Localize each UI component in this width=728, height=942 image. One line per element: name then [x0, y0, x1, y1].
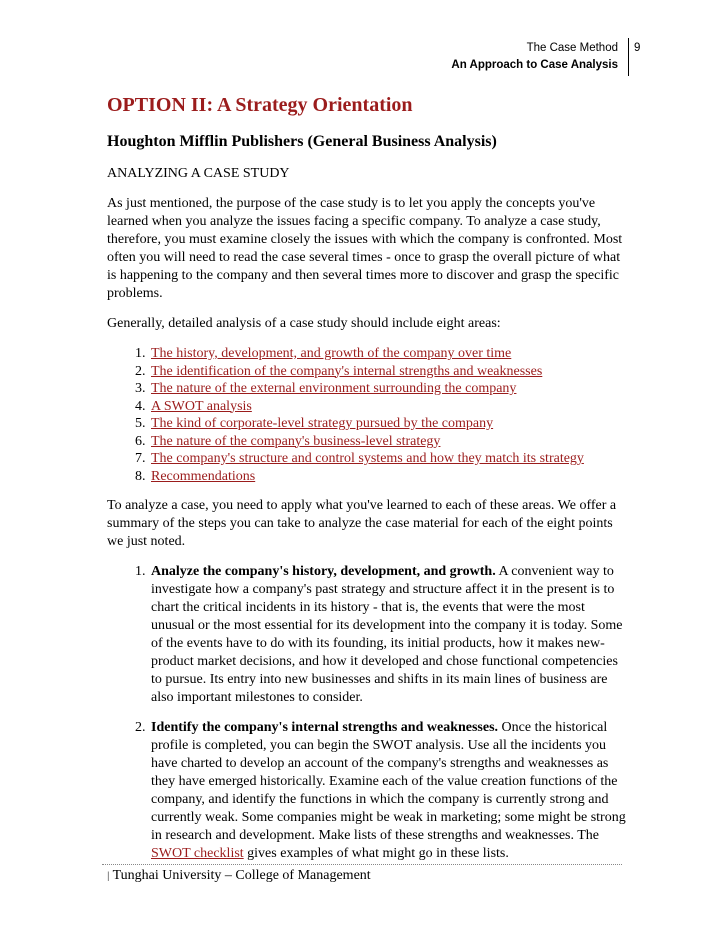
list-item [149, 345, 627, 363]
header-title: The Case Method [526, 42, 618, 54]
area-link-structure-control[interactable]: The company's structure and control systems and how they match its strategy [151, 451, 584, 466]
areas-lead-paragraph: Generally, detailed analysis of a case study should include eight areas: [107, 316, 501, 331]
page-subtitle: Houghton Mifflin Publishers (General Business Analysis) [107, 133, 497, 150]
step-heading: Identify the company's internal strengths and weaknesses. [151, 720, 499, 735]
footer-divider [102, 864, 622, 866]
header-subtitle: An Approach to Case Analysis [451, 59, 618, 71]
step-text-after: gives examples of what might go in these lists. [247, 846, 509, 861]
document-body [107, 92, 627, 875]
header-divider [628, 38, 629, 76]
list-item [149, 363, 627, 381]
step-heading: Analyze the company's history, development, and growth. [151, 564, 496, 579]
area-link-swot[interactable]: A SWOT analysis [151, 398, 252, 414]
steps-list [107, 563, 627, 863]
intro-paragraph: As just mentioned, the purpose of the case study is to let you apply the concepts you've learned when you analyze the issues facing a specific company. To analyze a case study, therefore, you must examine closely the issues with which the company is confronted. Most often you will need to read the case several times - once to grasp the overall picture of what is happening to the company and then several times more to discover and grasp the specific problems. [107, 196, 623, 301]
areas-list [107, 345, 627, 485]
list-item [149, 433, 627, 451]
area-link-business-strategy[interactable]: The nature of the company's business-level strategy [151, 433, 441, 449]
list-item [149, 415, 627, 433]
step-item [149, 719, 627, 863]
step-text: A convenient way to investigate how a company's past strategy and structure affect it in the present is to chart the critical incidents in its history - that is, the events that were the most unusual or the most essential for its development into the company it is today. Some of the events have to do with its founding, its initial products, how it makes new-product market decisions, and how it developed and chose functional competencies to pursue. Its entry into new businesses and shifts in its main lines of business are also important milestones to consider. [151, 564, 623, 705]
step-text: Once the historical profile is completed, you can begin the SWOT analysis. Use all the incidents you have charted to develop an account of the company's strengths and weaknesses as they have emerged historically. Examine each of the value creation functions of the company, and identify the functions in which the company is currently strong and currently weak. Some companies might be weak in marketing; some might be strong in research and development. Make lists of these strengths and weaknesses. The [151, 720, 626, 843]
area-link-recommendations[interactable]: Recommendations [151, 468, 256, 484]
page-number: 9 [634, 42, 641, 54]
steps-lead-paragraph: To analyze a case, you need to apply what you've learned to each of these areas. We offer a summary of the steps you can take to analyze the case material for each of the eight points we just noted. [107, 498, 617, 549]
area-link-external-environment[interactable]: The nature of the external environment surrounding the company [151, 381, 517, 396]
page-title: OPTION II: A Strategy Orientation [107, 94, 413, 116]
footer-bar: | [107, 871, 110, 882]
area-link-history[interactable]: The history, development, and growth of the company over time [151, 346, 512, 361]
list-item [149, 380, 627, 398]
list-item [149, 450, 627, 468]
list-item [149, 468, 627, 486]
area-link-corporate-strategy[interactable]: The kind of corporate-level strategy pursued by the company [151, 416, 494, 431]
swot-checklist-link[interactable]: SWOT checklist [151, 846, 244, 861]
list-item [149, 398, 627, 416]
step-item [149, 563, 627, 707]
running-header [451, 40, 618, 74]
footer-text: Tunghai University – College of Management [112, 868, 371, 883]
page-footer [107, 867, 371, 886]
area-link-strengths-weaknesses[interactable]: The identification of the company's internal strengths and weaknesses [151, 363, 543, 379]
section-heading: ANALYZING A CASE STUDY [107, 166, 290, 181]
